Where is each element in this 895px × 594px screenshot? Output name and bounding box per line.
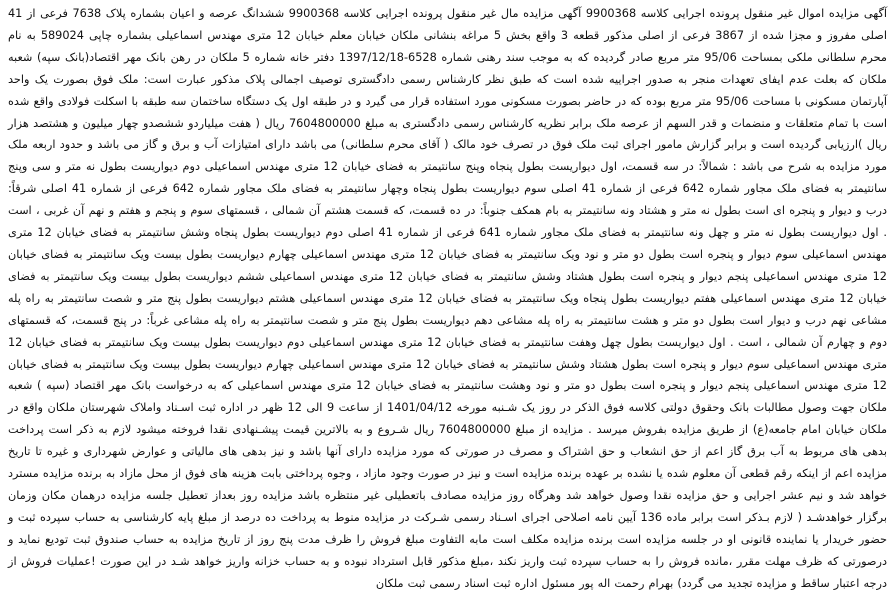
auction-notice-text: آگهی مزایده اموال غیر منقول پرونده اجرایی کلاسه 9900368 آگهی مزایده مال غیر منقول پرونده اجرایی کلاسه 9900368 ششدانگ عرصه و اعیان بشماره پلاک 7638 فرعی از 41 اصلی مفروز و مجزا شده از 3867 فرعی از اصلی مذکور قطعه 3 واقع بخش 5 مراغه بنشانی ملکان خیابان معلم خیابان 12 متری مهندس اسماعیلی بشماره چاپی 589024 به نام محرم سلطانی ملکی بمساحت 95/06 متر مربع صادر گردیده که به موجب سند رهنی شماره 6528-1397/12/18 دفتر خانه شماره 5 ملکان در رهن بانک مهر اقتصاد(بانک سپه) شعبه ملکان که بعلت عدم ایفای تعهدات منجر به صدور اجراییه شده است که طبق نظر کارشناس رسمی دادگستری توصیف اجمالی پلاک مذکور عبارت است: ملک فوق بصورت یک واحد آپارتمان مسکونی با مساحت 95/06 متر مربع بوده که در حاضر بصورت مسکونی مورد استفاده قرار می گیرد و در طبقه اول یک دستگاه ساختمان سه طبقه با اسکلت فولادی واقع شده است با تمام متعلقات و منضمات و قدر السهم از عرصه ملک برابر نظریه کارشناس رسمی دادگستری به مبلغ 7604800000 ریال ( هفت میلیاردو ششصدو چهار میلیون و هشتصد هزار ریال )ارزیابی گردیده است و برابر گزارش مامور اجرای ثبت ملک فوق در تصرف خود مالک ( آقای محرم سلطانی) می باشد دارای امتیازات آب و برق و گاز می باشد و حدود اربعه ملک مورد مزایده به شرح می باشد : شمالاً: در سه قسمت، اول دیواریست بطول پنجاه وپنج سانتیمتر به فضای خیابان 12 متری مهندس اسماعیلی دوم دیواریست بطول نه متر و سی وپنج سانتیمتر به فضای ملک مجاور شماره 642 فرعی از شماره 41 اصلی سوم دیواریست بطول پنجاه وچهار سانتیمتر به فضای ملک مجاور شماره 642 فرعی از شماره 41 اصلی شرقاً: درب و دیوار و پنجره ای است بطول نه متر و هشتاد ونه سانتیمتر به بام همکف جنوباً: در ده قسمت، که قسمت هشتم آن شمالی ، قسمتهای سوم و پنجم و هفتم و نهم آن غربی ، است . اول دیواریست بطول نه متر و چهل ونه سانتیمتر به فضای ملک مجاور شماره 641 فرعی از شماره 41 اصلی دوم دیواریست بطول پنجاه وشش سانتیمتر به فضای خیابان 12 متری مهندس اسماعیلی سوم دیوار و پنجره است بطول دو متر و نود ویک سانتیمتر به فضای خیابان 12 متری مهندس اسماعیلی چهارم دیواریست بطول بیست ویک سانتیمتر به فضای خیابان 12 متری مهندس اسماعیلی پنجم دیوار و پنجره است بطول هشتاد وشش سانتیمتر به فضای خیابان 12 متری مهندس اسماعیلی ششم دیواریست بطول بیست ویک سانتیمتر به فضای خیابان 12 متری مهندس اسماعیلی هفتم دیواریست بطول پنجاه ویک سانتیمتر به فضای خیابان 12 متری مهندس اسماعیلی هشتم دیواریست بطول پنج متر و شصت سانتیمتر به راه پله مشاعی نهم درب و دیوار است بطول دو متر و هشت سانتیمتر به راه پله مشاعی دهم دیواریست بطول پنج متر و شصت سانتیمتر به راه پله مشاعی غرباً: در پنج قسمت، که قسمتهای دوم و چهارم آن شمالی ، است . اول دیواریست بطول چهل وهفت سانتیمتر به فضای خیابان 12 متری مهندس اسماعیلی دوم دیواریست بطول بیست ویک سانتیمتر به فضای خیابان 12 متری مهندس اسماعیلی سوم دیوار و پنجره است بطول هشتاد وشش سانتیمتر به فضای خیابان 12 متری مهندس اسماعیلی چهارم دیواریست بطول بیست ویک سانتیمتر به فضای خیابان 12 متری مهندس اسماعیلی پنجم دیوار و پنجره است بطول دو متر و نود وهشت سانتیمتر به فضای خیابان 12 متری مهندس اسماعیلی که به درخواست بانک مهر اقتصاد (سپه ) شعبه ملکان جهت وصول مطالبات بانک وحقوق دولتی کلاسه فوق الذکر در روز یک شـنبه مورخه 1401/04/12 از ساعت 9 الی 12 ظهر در اداره ثبت اسـناد واملاک شهرستان ملکان واقع در ملکان خیابان امام جامعه(ع) از طریق مزایده بفروش میرسد . مزایده از مبلغ 7604800000 ریال شـروع و به بالاترین قیمت پیشـنهادی نقدا فروخته میشود لازم به ذکر است پرداخت بدهی های مربوط به آب برق گاز اعم از حق انشعاب و حق اشتراک و مصرف در صورتی که مورد مزایده دارای آنها باشد و نیز بدهی های مالیاتی و عوارض شهرداری و غیره تا تاریخ مزایده اعم از اینکه رقم قطعی آن معلوم شده یا نشده بر عهده برنده مزایده است و نیز در صورت وجود مازاد ، وجوه پرداختی بابت هزینه های فوق از محل مازاد به برنده مزایده مسترد خواهد شد و نیم عشر اجرایی و حق مزایده نقدا وصول خواهد شد وهرگاه روز مزایده مصادف باتعطیلی غیر منتظره باشد مزایده روز بعداز تعطیل جلسه مزایده درهمان مکان وزمان برگزار خواهدشـد ( لازم بـذکر است برابر ماده 136 آیین نامه اصلاحی اجرای اسـناد رسمی شـرکت در مزایده منوط به پرداخت ده درصد از مبلغ پایه کارشناسی به حساب سپرده ثبت و حضور خریدار یا نماینده قانونی او در جلسه مزایده است برنده مزایده مکلف است مابه التفاوت مبلغ فروش را ظرف مدت پنج روز از تاریخ مزایده به حساب صندوق ثبت تودیع نماید و درصورتی که ظرف مهلت مقرر ،مانده فروش را به حساب سپرده ثبت واریز نکند ،مبلغ مذکور قابل استرداد نبوده و به حساب خزانه واریز خواهد شـد در این صورت !عملیات فروش از درجه اعتبار ساقط و مزایده تجدید می گردد) بهرام رحمت اله پور مسئول اداره ثبت اسناد رسمی ثبت ملکان [8, 7, 888, 590]
